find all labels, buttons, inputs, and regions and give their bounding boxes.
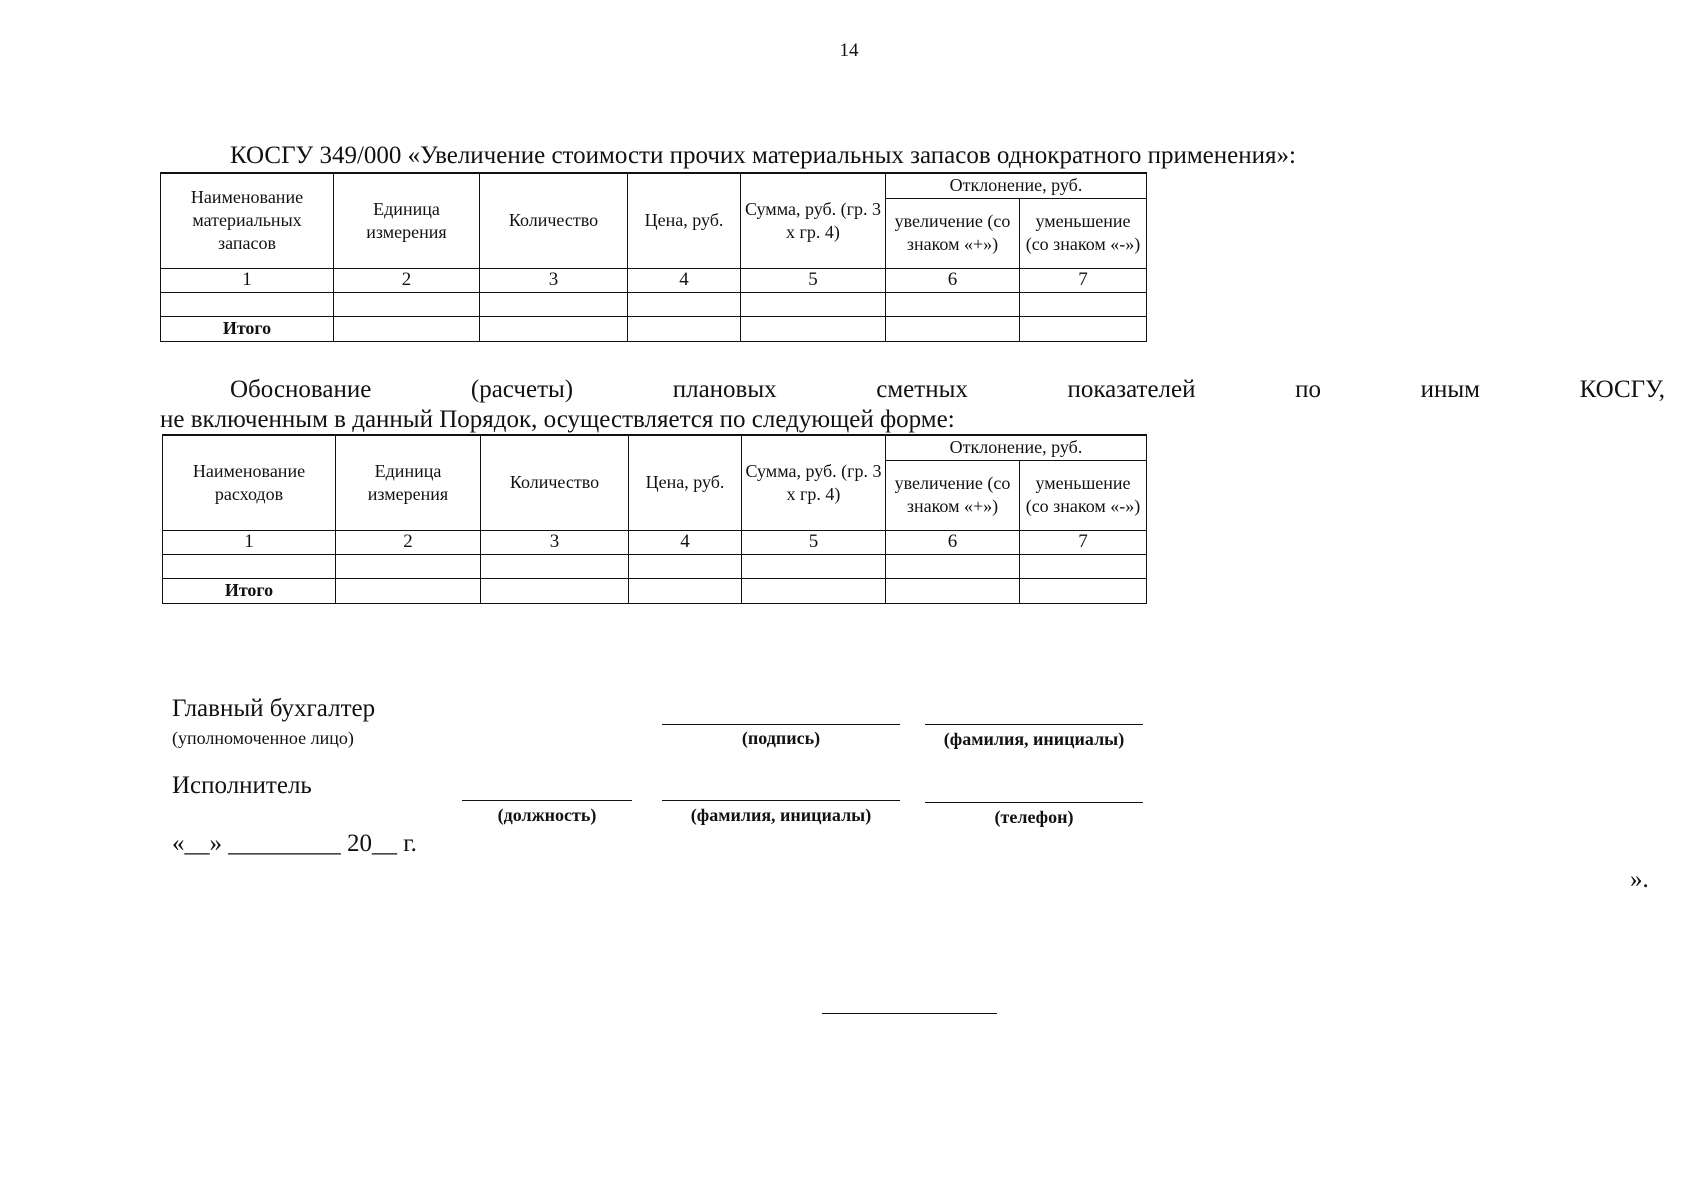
column-number: 2 — [334, 268, 480, 292]
paragraph-line-1 — [230, 376, 1665, 404]
column-number: 6 — [886, 530, 1020, 554]
table-cell — [163, 554, 336, 578]
table-cell — [481, 578, 629, 603]
paragraph-word: плановых — [672, 376, 777, 403]
header-increase: увеличение (со знаком «+») — [886, 460, 1020, 530]
caption-executor-name: (фамилия, инициалы) — [690, 805, 872, 825]
column-number: 5 — [741, 268, 886, 292]
header-deviation: Отклонение, руб. — [886, 173, 1147, 198]
signature-line — [662, 724, 900, 725]
table-cell — [886, 292, 1020, 316]
column-number: 2 — [336, 530, 481, 554]
table-cell — [336, 554, 481, 578]
header-sum: Сумма, руб. (гр. 3 х гр. 4) — [742, 435, 886, 530]
table-cell — [480, 292, 628, 316]
chief-accountant-label: Главный бухгалтер — [172, 695, 376, 722]
table-cell — [161, 292, 334, 316]
column-number: 3 — [480, 268, 628, 292]
caption-name: (фамилия, инициалы) — [943, 729, 1125, 749]
table-cell — [334, 316, 480, 341]
column-number: 1 — [163, 530, 336, 554]
column-number: 1 — [161, 268, 334, 292]
caption-phone: (телефон) — [994, 807, 1074, 827]
paragraph-word: иным — [1420, 376, 1480, 403]
paragraph-line-2: не включенным в данный Порядок, осуществляется по следующей форме: — [160, 406, 955, 433]
column-number: 7 — [1020, 268, 1147, 292]
paragraph-word: КОСГУ, — [1579, 376, 1665, 403]
total-label: Итого — [163, 578, 336, 603]
column-number: 4 — [629, 530, 742, 554]
phone-line — [925, 802, 1143, 803]
table-cell — [886, 554, 1020, 578]
empty-row — [161, 292, 1147, 316]
total-label: Итого — [161, 316, 334, 341]
table-cell — [886, 316, 1020, 341]
page-number: 14 — [839, 40, 859, 61]
header-decrease: уменьшение (со знаком «-») — [1020, 460, 1147, 530]
table-cell — [334, 292, 480, 316]
caption-position: (должность) — [497, 805, 597, 825]
table-cell — [628, 316, 741, 341]
paragraph-word: Обоснование — [230, 376, 372, 403]
table-cell — [886, 578, 1020, 603]
name-line — [925, 724, 1143, 725]
column-number: 4 — [628, 268, 741, 292]
header-quantity: Количество — [481, 435, 629, 530]
header-deviation: Отклонение, руб. — [886, 435, 1147, 460]
paragraph-word: показателей — [1067, 376, 1196, 403]
header-unit: Единица измерения — [336, 435, 481, 530]
materials-table — [160, 172, 1147, 342]
total-row — [161, 316, 1147, 341]
header-sum: Сумма, руб. (гр. 3 х гр. 4) — [741, 173, 886, 268]
caption-signature: (подпись) — [741, 728, 821, 748]
column-number: 5 — [742, 530, 886, 554]
header-price: Цена, руб. — [629, 435, 742, 530]
table-cell — [628, 292, 741, 316]
total-row — [163, 578, 1147, 603]
table-cell — [336, 578, 481, 603]
paragraph-word: (расчеты) — [470, 376, 574, 403]
paragraph-word: по — [1295, 376, 1321, 403]
table-cell — [742, 554, 886, 578]
header-quantity: Количество — [480, 173, 628, 268]
header-price: Цена, руб. — [628, 173, 741, 268]
table-cell — [480, 316, 628, 341]
table-cell — [629, 578, 742, 603]
column-number: 7 — [1020, 530, 1147, 554]
column-number-row — [163, 530, 1147, 554]
column-number: 3 — [481, 530, 629, 554]
date-line: «__» _________ 20__ г. — [172, 830, 417, 857]
chief-accountant-sublabel: (уполномоченное лицо) — [172, 728, 354, 748]
position-line — [462, 800, 632, 801]
column-number-row — [161, 268, 1147, 292]
header-name: Наименование материальных запасов — [161, 173, 334, 268]
header-decrease: уменьшение (со знаком «-») — [1020, 198, 1147, 268]
header-increase: увеличение (со знаком «+») — [886, 198, 1020, 268]
table-cell — [481, 554, 629, 578]
table-cell — [741, 316, 886, 341]
expenses-table — [162, 434, 1147, 604]
column-number: 6 — [886, 268, 1020, 292]
footer-rule — [822, 1013, 997, 1014]
table-cell — [1020, 554, 1147, 578]
table-cell — [742, 578, 886, 603]
header-name: Наименование расходов — [163, 435, 336, 530]
table-cell — [629, 554, 742, 578]
table-cell — [1020, 292, 1147, 316]
section-title: КОСГУ 349/000 «Увеличение стоимости прочих материальных запасов однократного применения»: — [230, 142, 1296, 169]
table-cell — [1020, 316, 1147, 341]
closing-quote: ». — [1630, 866, 1649, 893]
header-unit: Единица измерения — [334, 173, 480, 268]
executor-label: Исполнитель — [172, 772, 312, 799]
executor-name-line — [662, 800, 900, 801]
empty-row — [163, 554, 1147, 578]
table-cell — [741, 292, 886, 316]
paragraph-word: сметных — [876, 376, 968, 403]
table-cell — [1020, 578, 1147, 603]
